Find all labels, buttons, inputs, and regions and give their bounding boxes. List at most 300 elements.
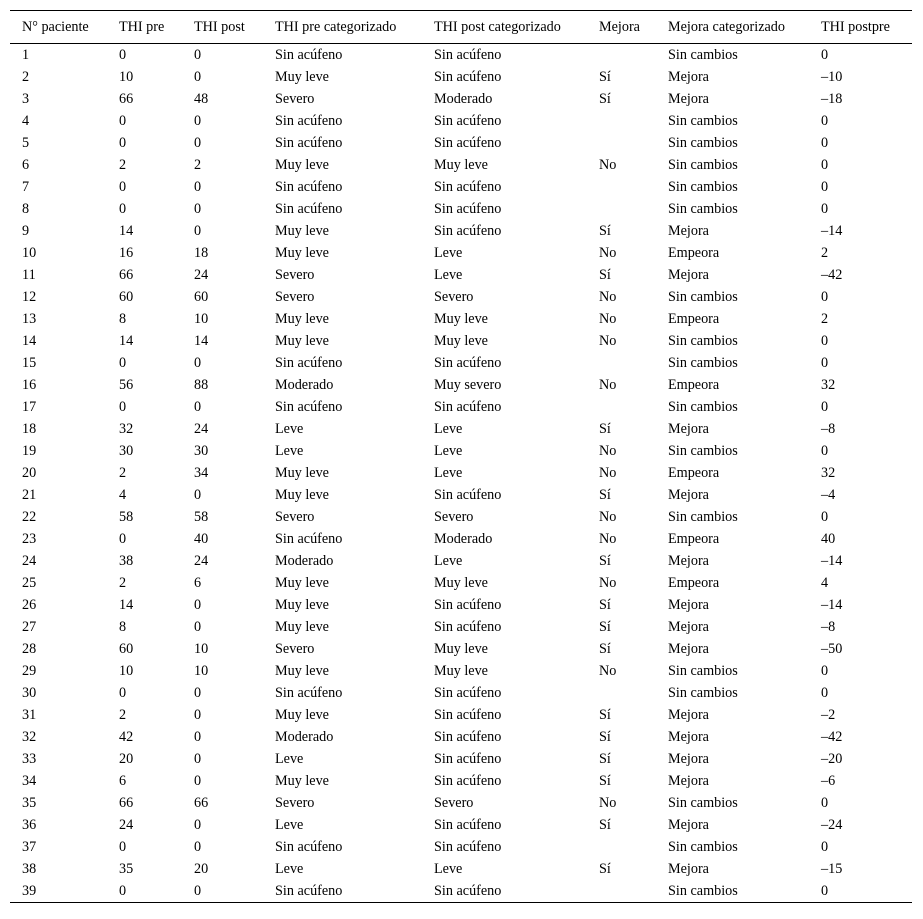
cell-thi-post-category: Leve [434, 245, 463, 261]
cell-improvement: No [599, 531, 617, 547]
cell-thi-pre: 16 [119, 245, 134, 261]
cell-thi-difference: –8 [821, 619, 836, 635]
cell-thi-post: 0 [194, 355, 202, 371]
cell-thi-post-category: Muy leve [434, 575, 488, 591]
cell-thi-post-category: Moderado [434, 531, 493, 547]
cell-thi-pre-category: Sin acúfeno [275, 47, 343, 63]
cell-thi-pre: 66 [119, 795, 134, 811]
cell-patient-number: 39 [10, 880, 107, 903]
table-row [10, 858, 912, 880]
cell-patient-number: 11 [22, 267, 36, 283]
cell-thi-post: 24 [194, 421, 209, 437]
cell-thi-pre: 8 [119, 619, 127, 635]
cell-thi-difference: 0 [821, 685, 829, 701]
cell-thi-pre: 0 [119, 179, 127, 195]
cell-thi-difference: 0 [821, 663, 829, 679]
table-row [10, 396, 912, 418]
table-row [10, 198, 912, 220]
cell-improvement: No [599, 157, 617, 173]
cell-thi-post: 20 [194, 861, 209, 877]
cell-thi-pre: 0 [119, 685, 127, 701]
cell-thi-pre: 2 [119, 575, 127, 591]
table-row [10, 594, 912, 616]
cell-improvement-category: Mejora [668, 223, 709, 239]
cell-thi-pre: 14 [119, 333, 134, 349]
cell-patient-number: 10 [22, 245, 37, 261]
cell-thi-post-category: Severo [434, 509, 474, 525]
header-thi-difference: THI postpre [809, 11, 912, 44]
cell-improvement: Sí [599, 861, 611, 877]
cell-thi-pre-category: Muy leve [275, 597, 329, 613]
cell-thi-pre: 35 [119, 861, 134, 877]
cell-thi-post: 0 [194, 113, 202, 129]
cell-thi-pre: 0 [107, 880, 182, 903]
cell-improvement-category: Mejora [668, 817, 709, 833]
cell-patient-number: 16 [22, 377, 37, 393]
cell-patient-number: 12 [22, 289, 37, 305]
cell-patient-number: 18 [22, 421, 37, 437]
cell-thi-pre-category: Leve [275, 751, 304, 767]
cell-patient-number: 26 [22, 597, 37, 613]
cell-thi-post: 0 [194, 729, 202, 745]
cell-improvement [587, 176, 656, 198]
cell-thi-post-category: Severo [434, 795, 474, 811]
cell-improvement-category: Sin cambios [668, 113, 738, 129]
cell-thi-post-category: Leve [434, 861, 463, 877]
table-row [10, 704, 912, 726]
cell-improvement-category: Mejora [668, 69, 709, 85]
cell-improvement [587, 396, 656, 418]
cell-improvement: No [599, 663, 617, 679]
cell-improvement: No [599, 333, 617, 349]
cell-thi-post: 10 [194, 311, 209, 327]
cell-improvement: Sí [599, 729, 611, 745]
cell-improvement-category: Sin cambios [668, 47, 738, 63]
cell-thi-pre: 30 [119, 443, 134, 459]
cell-thi-difference: –14 [821, 597, 843, 613]
table-row [10, 814, 912, 836]
cell-thi-difference: –50 [821, 641, 843, 657]
cell-thi-pre-category: Sin acúfeno [275, 531, 343, 547]
cell-thi-difference: –2 [821, 707, 836, 723]
table-row [10, 154, 912, 176]
cell-improvement-category: Mejora [668, 487, 709, 503]
table-row [10, 506, 912, 528]
cell-patient-number: 6 [22, 157, 30, 173]
cell-thi-post: 24 [194, 553, 209, 569]
cell-thi-post-category: Sin acúfeno [434, 487, 502, 503]
cell-thi-post: 0 [194, 707, 202, 723]
table-row [10, 220, 912, 242]
cell-thi-post: 14 [194, 333, 209, 349]
cell-thi-post: 18 [194, 245, 209, 261]
cell-thi-post-category: Sin acúfeno [434, 201, 502, 217]
cell-thi-post: 0 [194, 69, 202, 85]
cell-thi-post-category: Sin acúfeno [434, 597, 502, 613]
cell-thi-post: 88 [194, 377, 209, 393]
cell-patient-number: 34 [22, 773, 37, 789]
cell-patient-number: 17 [22, 399, 37, 415]
table-row [10, 748, 912, 770]
cell-thi-pre-category: Sin acúfeno [275, 201, 343, 217]
cell-thi-pre: 2 [119, 707, 127, 723]
table-row [10, 836, 912, 858]
cell-thi-post: 0 [194, 597, 202, 613]
cell-improvement-category: Mejora [668, 861, 709, 877]
cell-thi-post: 0 [194, 773, 202, 789]
cell-improvement [587, 44, 656, 67]
cell-patient-number: 31 [22, 707, 37, 723]
cell-improvement: Sí [599, 619, 611, 635]
cell-thi-pre: 60 [119, 289, 134, 305]
table-row [10, 264, 912, 286]
cell-thi-post: 10 [194, 663, 209, 679]
cell-thi-pre-category: Severo [275, 795, 315, 811]
cell-thi-post: 0 [194, 135, 202, 151]
cell-thi-pre-category: Muy leve [275, 663, 329, 679]
cell-thi-pre: 0 [119, 355, 127, 371]
cell-thi-pre: 6 [119, 773, 127, 789]
cell-thi-difference: 2 [821, 245, 829, 261]
data-table-container [10, 10, 912, 903]
cell-thi-pre-category: Severo [275, 91, 315, 107]
cell-thi-pre: 20 [119, 751, 134, 767]
cell-improvement-category: Empeora [668, 311, 720, 327]
cell-thi-post-category: Sin acúfeno [434, 685, 502, 701]
cell-thi-post-category: Sin acúfeno [434, 179, 502, 195]
cell-thi-pre-category: Sin acúfeno [275, 399, 343, 415]
cell-thi-pre-category: Sin acúfeno [275, 113, 343, 129]
cell-improvement: No [599, 443, 617, 459]
table-row [10, 726, 912, 748]
cell-thi-difference: 0 [821, 443, 829, 459]
cell-thi-post: 0 [194, 179, 202, 195]
cell-patient-number: 20 [22, 465, 37, 481]
cell-patient-number: 28 [22, 641, 37, 657]
cell-patient-number: 15 [22, 355, 37, 371]
cell-thi-difference: 0 [821, 333, 829, 349]
cell-improvement-category: Mejora [668, 641, 709, 657]
table-row [10, 110, 912, 132]
table-row [10, 638, 912, 660]
cell-improvement: No [599, 311, 617, 327]
cell-thi-pre-category: Leve [275, 421, 304, 437]
cell-improvement: No [599, 245, 617, 261]
cell-thi-post-category: Muy leve [434, 157, 488, 173]
cell-thi-pre: 0 [119, 201, 127, 217]
table-row [10, 484, 912, 506]
cell-improvement-category: Sin cambios [668, 201, 738, 217]
cell-improvement: Sí [599, 223, 611, 239]
cell-improvement-category: Sin cambios [668, 289, 738, 305]
cell-thi-post: 24 [194, 267, 209, 283]
table-row [10, 660, 912, 682]
cell-improvement-category: Empeora [668, 531, 720, 547]
cell-thi-pre-category: Muy leve [275, 707, 329, 723]
cell-thi-pre-category: Muy leve [275, 773, 329, 789]
table-row [10, 528, 912, 550]
table-row [10, 308, 912, 330]
cell-improvement: Sí [599, 597, 611, 613]
cell-patient-number: 29 [22, 663, 37, 679]
cell-patient-number: 5 [22, 135, 30, 151]
cell-improvement-category: Mejora [668, 597, 709, 613]
cell-improvement-category: Mejora [668, 751, 709, 767]
cell-thi-post-category: Severo [434, 289, 474, 305]
cell-thi-difference: 2 [821, 311, 829, 327]
cell-thi-pre: 0 [119, 47, 127, 63]
table-row [10, 572, 912, 594]
cell-thi-post-category: Sin acúfeno [422, 880, 587, 903]
cell-thi-pre: 0 [119, 531, 127, 547]
cell-thi-post: 2 [194, 157, 202, 173]
cell-thi-pre: 0 [119, 399, 127, 415]
header-improvement-category: Mejora categorizado [656, 11, 809, 44]
cell-thi-pre: 60 [119, 641, 134, 657]
cell-improvement-category: Empeora [668, 377, 720, 393]
cell-thi-pre-category: Sin acúfeno [275, 179, 343, 195]
cell-patient-number: 32 [22, 729, 37, 745]
cell-thi-pre: 0 [119, 839, 127, 855]
cell-thi-post-category: Sin acúfeno [434, 223, 502, 239]
cell-patient-number: 8 [22, 201, 30, 217]
table-row [10, 132, 912, 154]
cell-thi-post-category: Leve [434, 443, 463, 459]
cell-thi-difference: –8 [821, 421, 836, 437]
cell-thi-pre: 2 [119, 157, 127, 173]
cell-thi-pre-category: Sin acúfeno [275, 685, 343, 701]
cell-thi-post-category: Sin acúfeno [434, 69, 502, 85]
cell-thi-pre: 14 [119, 597, 134, 613]
cell-patient-number: 33 [22, 751, 37, 767]
cell-thi-pre: 2 [119, 465, 127, 481]
cell-thi-pre-category: Severo [275, 641, 315, 657]
cell-thi-post-category: Muy severo [434, 377, 502, 393]
cell-thi-post: 0 [194, 685, 202, 701]
cell-thi-post-category: Sin acúfeno [434, 619, 502, 635]
table-row [10, 176, 912, 198]
cell-patient-number: 24 [22, 553, 37, 569]
table-row [10, 286, 912, 308]
cell-improvement: Sí [599, 91, 611, 107]
cell-improvement-category: Sin cambios [668, 399, 738, 415]
cell-thi-difference: 0 [821, 201, 829, 217]
table-row [10, 770, 912, 792]
header-thi-post: THI post [182, 11, 263, 44]
cell-improvement-category: Sin cambios [668, 685, 738, 701]
cell-thi-pre-category: Muy leve [275, 575, 329, 591]
table-row [10, 880, 912, 903]
cell-thi-pre-category: Muy leve [275, 69, 329, 85]
cell-thi-difference: 0 [809, 880, 912, 903]
cell-thi-post-category: Moderado [434, 91, 493, 107]
cell-improvement-category: Sin cambios [668, 135, 738, 151]
table-row [10, 374, 912, 396]
cell-thi-pre-category: Severo [275, 267, 315, 283]
cell-thi-post-category: Muy leve [434, 641, 488, 657]
cell-thi-pre-category: Muy leve [275, 245, 329, 261]
cell-thi-difference: 32 [821, 465, 836, 481]
cell-patient-number: 13 [22, 311, 37, 327]
cell-improvement-category: Sin cambios [668, 795, 738, 811]
cell-thi-post: 66 [194, 795, 209, 811]
cell-thi-pre-category: Muy leve [275, 333, 329, 349]
cell-patient-number: 22 [22, 509, 37, 525]
cell-thi-pre-category: Muy leve [275, 311, 329, 327]
cell-thi-difference: 0 [821, 179, 829, 195]
cell-thi-pre: 10 [119, 663, 134, 679]
cell-thi-post: 0 [182, 880, 263, 903]
table-row [10, 682, 912, 704]
cell-patient-number: 3 [22, 91, 30, 107]
cell-improvement-category: Mejora [668, 267, 709, 283]
cell-thi-post-category: Sin acúfeno [434, 355, 502, 371]
cell-improvement-category: Sin cambios [668, 179, 738, 195]
cell-thi-post-category: Sin acúfeno [434, 135, 502, 151]
header-thi-pre-category: THI pre categorizado [263, 11, 422, 44]
cell-thi-post-category: Sin acúfeno [434, 729, 502, 745]
cell-improvement: Sí [599, 553, 611, 569]
table-body [10, 44, 912, 903]
cell-improvement: No [599, 509, 617, 525]
cell-thi-pre-category: Leve [275, 817, 304, 833]
cell-thi-post: 0 [194, 839, 202, 855]
cell-thi-difference: 0 [821, 509, 829, 525]
cell-thi-difference: –15 [821, 861, 843, 877]
cell-thi-pre-category: Muy leve [275, 465, 329, 481]
cell-patient-number: 25 [22, 575, 37, 591]
table-row [10, 66, 912, 88]
cell-patient-number: 36 [22, 817, 37, 833]
cell-thi-pre-category: Sin acúfeno [275, 135, 343, 151]
cell-patient-number: 19 [22, 443, 37, 459]
cell-thi-difference: 0 [821, 839, 829, 855]
cell-improvement-category: Mejora [668, 421, 709, 437]
cell-thi-pre: 66 [119, 91, 134, 107]
cell-improvement-category: Mejora [668, 91, 709, 107]
cell-thi-pre: 56 [119, 377, 134, 393]
cell-thi-pre: 24 [119, 817, 134, 833]
cell-thi-post: 10 [194, 641, 209, 657]
cell-thi-post: 0 [194, 399, 202, 415]
cell-thi-post: 0 [194, 201, 202, 217]
cell-improvement-category: Sin cambios [668, 443, 738, 459]
cell-thi-pre-category: Sin acúfeno [275, 355, 343, 371]
cell-thi-difference: –14 [821, 223, 843, 239]
cell-patient-number: 27 [22, 619, 37, 635]
header-thi-post-category: THI post categorizado [422, 11, 587, 44]
cell-thi-difference: –14 [821, 553, 843, 569]
cell-improvement-category: Mejora [668, 773, 709, 789]
cell-thi-difference: 0 [821, 135, 829, 151]
cell-thi-pre-category: Severo [275, 509, 315, 525]
cell-thi-pre: 14 [119, 223, 134, 239]
cell-improvement: Sí [599, 267, 611, 283]
cell-thi-difference: –42 [821, 729, 843, 745]
cell-thi-post-category: Sin acúfeno [434, 113, 502, 129]
cell-thi-post-category: Leve [434, 465, 463, 481]
table-row [10, 88, 912, 110]
cell-improvement [587, 352, 656, 374]
cell-patient-number: 1 [22, 47, 30, 63]
cell-thi-difference: –18 [821, 91, 843, 107]
cell-thi-pre-category: Leve [275, 861, 304, 877]
cell-thi-pre-category: Muy leve [275, 487, 329, 503]
header-row [10, 11, 912, 44]
cell-thi-post: 34 [194, 465, 209, 481]
cell-thi-post-category: Sin acúfeno [434, 817, 502, 833]
table-row [10, 418, 912, 440]
cell-patient-number: 7 [22, 179, 30, 195]
cell-improvement: No [599, 465, 617, 481]
table-row [10, 440, 912, 462]
cell-thi-difference: 0 [821, 157, 829, 173]
cell-thi-post-category: Sin acúfeno [434, 773, 502, 789]
cell-thi-difference: 0 [821, 113, 829, 129]
cell-improvement [587, 682, 656, 704]
cell-patient-number: 21 [22, 487, 37, 503]
cell-improvement: Sí [599, 751, 611, 767]
cell-improvement-category: Sin cambios [656, 880, 809, 903]
cell-thi-difference: 0 [821, 289, 829, 305]
cell-thi-pre-category: Leve [275, 443, 304, 459]
table-row [10, 462, 912, 484]
table-row [10, 330, 912, 352]
cell-thi-difference: –4 [821, 487, 836, 503]
cell-improvement-category: Mejora [668, 729, 709, 745]
table-header [10, 11, 912, 44]
cell-thi-post-category: Muy leve [434, 663, 488, 679]
cell-improvement-category: Mejora [668, 553, 709, 569]
cell-patient-number: 23 [22, 531, 37, 547]
cell-improvement: Sí [599, 641, 611, 657]
cell-thi-pre: 42 [119, 729, 134, 745]
cell-thi-difference: 32 [821, 377, 836, 393]
cell-improvement: Sí [599, 773, 611, 789]
cell-thi-pre-category: Moderado [275, 729, 334, 745]
cell-improvement-category: Sin cambios [668, 333, 738, 349]
cell-thi-post-category: Muy leve [434, 333, 488, 349]
cell-improvement-category: Sin cambios [668, 157, 738, 173]
cell-thi-post: 6 [194, 575, 202, 591]
cell-thi-pre: 4 [119, 487, 127, 503]
cell-thi-pre-category: Sin acúfeno [275, 839, 343, 855]
cell-improvement-category: Sin cambios [668, 355, 738, 371]
cell-improvement [587, 836, 656, 858]
cell-thi-pre-category: Severo [275, 289, 315, 305]
cell-thi-post: 0 [194, 487, 202, 503]
cell-thi-difference: 0 [821, 399, 829, 415]
cell-thi-post: 40 [194, 531, 209, 547]
table-row [10, 792, 912, 814]
cell-thi-difference: 0 [821, 795, 829, 811]
cell-thi-pre: 66 [119, 267, 134, 283]
cell-thi-difference: –42 [821, 267, 843, 283]
cell-improvement [587, 110, 656, 132]
cell-thi-pre-category: Sin acúfeno [263, 880, 422, 903]
cell-patient-number: 4 [22, 113, 30, 129]
cell-improvement: Sí [599, 487, 611, 503]
cell-improvement [587, 880, 656, 903]
cell-thi-difference: 0 [821, 355, 829, 371]
cell-thi-post-category: Leve [434, 553, 463, 569]
cell-patient-number: 9 [22, 223, 30, 239]
cell-improvement-category: Sin cambios [668, 509, 738, 525]
header-thi-pre: THI pre [107, 11, 182, 44]
cell-thi-pre-category: Muy leve [275, 619, 329, 635]
cell-thi-post: 60 [194, 289, 209, 305]
cell-thi-post-category: Sin acúfeno [434, 707, 502, 723]
